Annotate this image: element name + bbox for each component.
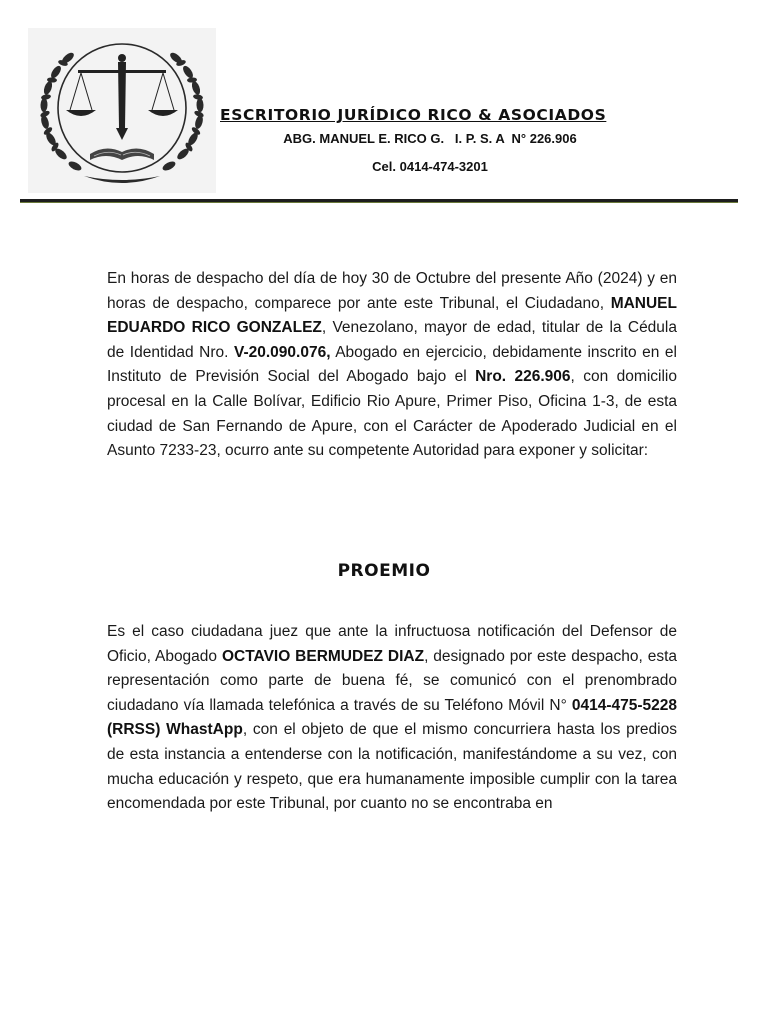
proemio-text: , con el objeto de que el mismo concurriera hasta los predios de esta instancia a entenderse con la notificación, manifestándome a su vez, con mucha educación y respeto, que era humanamente imposible cumplir con la tarea encomendada por este Tribunal, por cuanto no se encontraba en <box>107 721 677 813</box>
header-divider <box>20 199 738 203</box>
defender-phone: 0414-475-5228 (RRSS) WhastApp <box>107 696 677 739</box>
ipsa-number: Nro. 226.906 <box>475 368 571 386</box>
proemio-paragraph <box>107 620 677 817</box>
section-heading: PROEMIO <box>337 561 431 581</box>
id-number: V-20.090.076, <box>233 343 331 361</box>
proemio-text: Es el caso ciudadana juez que ante la infructuosa notificación del Defensor de Oficio, Abogado <box>107 623 677 665</box>
lawyer-registration-line: ABG. MANUEL E. RICO G. I. P. S. A N° 226.906 <box>283 131 577 146</box>
firm-logo <box>28 28 216 193</box>
intro-text: , con domicilio procesal en la Calle Bolívar, Edificio Rio Apure, Primer Piso, Oficina 1-3, de esta ciudad de San Fernando de Apure, con el Carácter de Apoderado Judicial en el Asunto 7233-23, ocurro ante su competente Autoridad para exponer y solicitar: <box>107 368 677 460</box>
firm-phone-line: Cel. 0414-474-3201 <box>372 159 488 174</box>
firm-name: ESCRITORIO JURÍDICO RICO & ASOCIADOS <box>220 106 607 124</box>
appearing-lawyer-name: MANUEL EDUARDO RICO GONZALEZ <box>107 294 677 337</box>
intro-text: Abogado en ejercicio, debidamente inscrito en el Instituto de Previsión Social del Abogado bajo el <box>107 343 677 386</box>
proemio-text: , designado por este despacho, esta representación como parte de buena fé, se comunicó con el prenombrado ciudadano vía llamada telefónica a través de su Teléfono Móvil N° <box>107 647 677 714</box>
intro-paragraph <box>107 267 677 464</box>
intro-text: En horas de despacho del día de hoy 30 de Octubre del presente Año (2024) y en horas de despacho, comparece por ante este Tribunal, el Ciudadano, <box>107 270 677 312</box>
intro-text: , Venezolano, mayor de edad, titular de la Cédula de Identidad Nro. <box>107 319 677 361</box>
scales-of-justice-laurel-icon <box>28 28 216 193</box>
defender-name: OCTAVIO BERMUDEZ DIAZ <box>221 647 425 665</box>
